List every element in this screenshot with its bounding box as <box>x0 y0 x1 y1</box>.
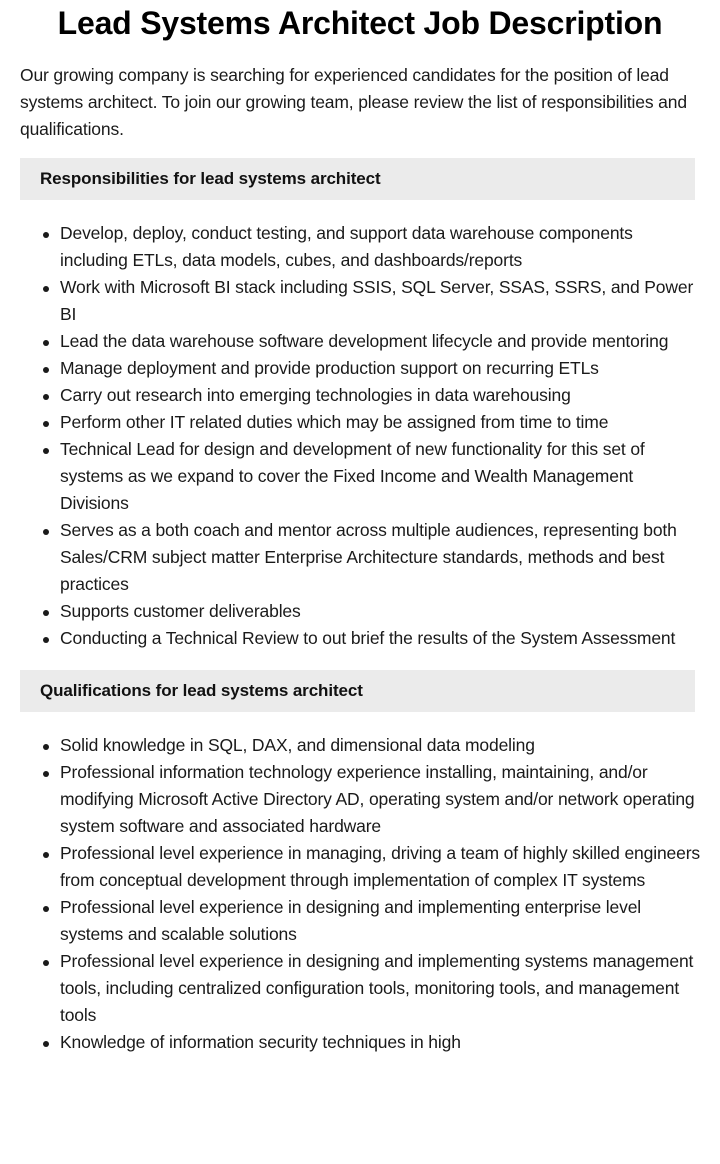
bullet-icon <box>43 394 49 400</box>
list-item <box>20 625 700 652</box>
list-item-text: Manage deployment and provide production support on recurring ETLs <box>60 358 599 378</box>
list-item-text: Professional level experience in managing, driving a team of highly skilled engineers from conceptual development through implementation of complex IT systems <box>60 843 700 890</box>
list-item-text: Lead the data warehouse software development lifecycle and provide mentoring <box>60 331 669 351</box>
qualifications-heading: Qualifications for lead systems architect <box>20 670 695 712</box>
list-item-text: Conducting a Technical Review to out brief the results of the System Assessment <box>60 628 676 648</box>
list-item-text: Knowledge of information security techniques in high <box>60 1032 461 1052</box>
bullet-icon <box>43 448 49 454</box>
bullet-icon <box>43 906 49 912</box>
list-item-text: Perform other IT related duties which may be assigned from time to time <box>60 412 609 432</box>
qualifications-section <box>20 670 700 1056</box>
list-item <box>20 948 700 1029</box>
list-item <box>20 328 700 355</box>
list-item <box>20 732 700 759</box>
bullet-icon <box>43 637 49 643</box>
qualifications-list <box>20 732 700 1056</box>
list-item <box>20 894 700 948</box>
bullet-icon <box>43 852 49 858</box>
bullet-icon <box>43 340 49 346</box>
page-title: Lead Systems Architect Job Description <box>57 5 663 41</box>
list-item <box>20 517 700 598</box>
list-item-text: Develop, deploy, conduct testing, and support data warehouse components including ETLs, data models, cubes, and dashboards/reports <box>60 223 633 270</box>
list-item-text: Carry out research into emerging technologies in data warehousing <box>60 385 571 405</box>
list-item <box>20 598 700 625</box>
list-item-text: Solid knowledge in SQL, DAX, and dimensional data modeling <box>60 735 535 755</box>
list-item-text: Serves as a both coach and mentor across multiple audiences, representing both Sales/CRM subject matter Enterprise Architecture standards, methods and best practices <box>60 520 677 594</box>
list-item-text: Technical Lead for design and development of new functionality for this set of systems as we expand to cover the Fixed Income and Wealth Management Divisions <box>60 439 645 513</box>
list-item-text: Professional information technology experience installing, maintaining, and/or modifying Microsoft Active Directory AD, operating system and/or network operating system software and associated hardware <box>60 762 695 836</box>
bullet-icon <box>43 421 49 427</box>
bullet-icon <box>43 960 49 966</box>
bullet-icon <box>43 529 49 535</box>
list-item-text: Work with Microsoft BI stack including SSIS, SQL Server, SSAS, SSRS, and Power BI <box>60 277 694 324</box>
list-item <box>20 840 700 894</box>
list-item-text: Professional level experience in designing and implementing systems management tools, including centralized configuration tools, monitoring tools, and management tools <box>60 951 694 1025</box>
bullet-icon <box>43 610 49 616</box>
responsibilities-heading: Responsibilities for lead systems architect <box>20 158 695 200</box>
bullet-icon <box>43 1041 49 1047</box>
list-item <box>20 409 700 436</box>
list-item <box>20 1029 700 1056</box>
intro-paragraph: Our growing company is searching for experienced candidates for the position of lead systems architect. To join our growing team, please review the list of responsibilities and qualifications. <box>20 65 687 139</box>
responsibilities-list <box>20 220 700 652</box>
list-item <box>20 220 700 274</box>
list-item-text: Professional level experience in designing and implementing enterprise level systems and scalable solutions <box>60 897 642 944</box>
bullet-icon <box>43 232 49 238</box>
bullet-icon <box>43 771 49 777</box>
bullet-icon <box>43 286 49 292</box>
responsibilities-section <box>20 158 700 652</box>
list-item <box>20 355 700 382</box>
list-item-text: Supports customer deliverables <box>60 601 301 621</box>
list-item <box>20 382 700 409</box>
list-item <box>20 759 700 840</box>
bullet-icon <box>43 744 49 750</box>
list-item <box>20 436 700 517</box>
bullet-icon <box>43 367 49 373</box>
list-item <box>20 274 700 328</box>
